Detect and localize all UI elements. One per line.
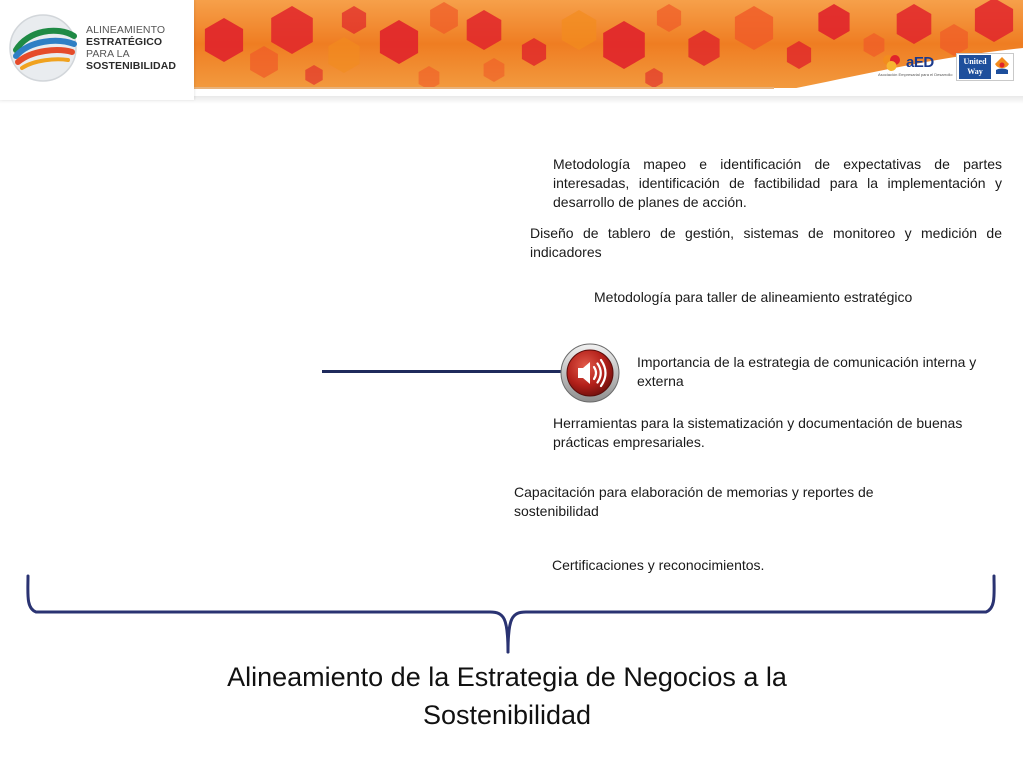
logo-line-1: ALINEAMIENTO	[86, 24, 166, 36]
page-title: Alineamiento de la Estrategia de Negocios a la Sostenibilidad	[227, 662, 787, 730]
speaker-icon[interactable]	[560, 343, 620, 403]
logo-line-3: PARA LA	[86, 48, 130, 60]
united-way-line-1: United	[963, 57, 987, 66]
aed-partner-logo	[876, 52, 953, 78]
united-way-line-2: Way	[967, 67, 983, 76]
connector-line	[322, 370, 568, 373]
globe-logo-icon	[8, 12, 78, 84]
united-way-hand-icon	[993, 56, 1011, 78]
aed-flower-icon	[878, 52, 906, 74]
united-way-logo	[956, 53, 1014, 81]
list-item: Importancia de la estrategia de comunicación interna y externa	[637, 354, 977, 389]
grouping-brace	[20, 572, 1004, 656]
aed-name: aED	[906, 54, 934, 71]
list-item: Metodología mapeo e identificación de expectativas de partes interesadas, identificación de factibilidad para la implementación y desarrollo de planes de acción.	[553, 156, 1002, 210]
list-item: Herramientas para la sistematización y documentación de buenas prácticas empresariales.	[553, 415, 963, 450]
aed-tagline: Asociación Empresarial para el Desarrollo	[878, 72, 953, 77]
logo	[0, 0, 194, 100]
list-item: Diseño de tablero de gestión, sistemas de monitoreo y medición de indicadores	[530, 225, 1002, 260]
list-item: Certificaciones y reconocimientos.	[552, 557, 765, 573]
list-item: Capacitación para elaboración de memorias y reportes de sostenibilidad	[514, 484, 874, 519]
logo-line-4: SOSTENIBILIDAD	[86, 60, 177, 72]
list-item: Metodología para taller de alineamiento estratégico	[594, 289, 913, 305]
decorative-banner	[194, 0, 1023, 96]
header	[0, 0, 1023, 102]
logo-line-2: ESTRATÉGICO	[86, 36, 163, 48]
